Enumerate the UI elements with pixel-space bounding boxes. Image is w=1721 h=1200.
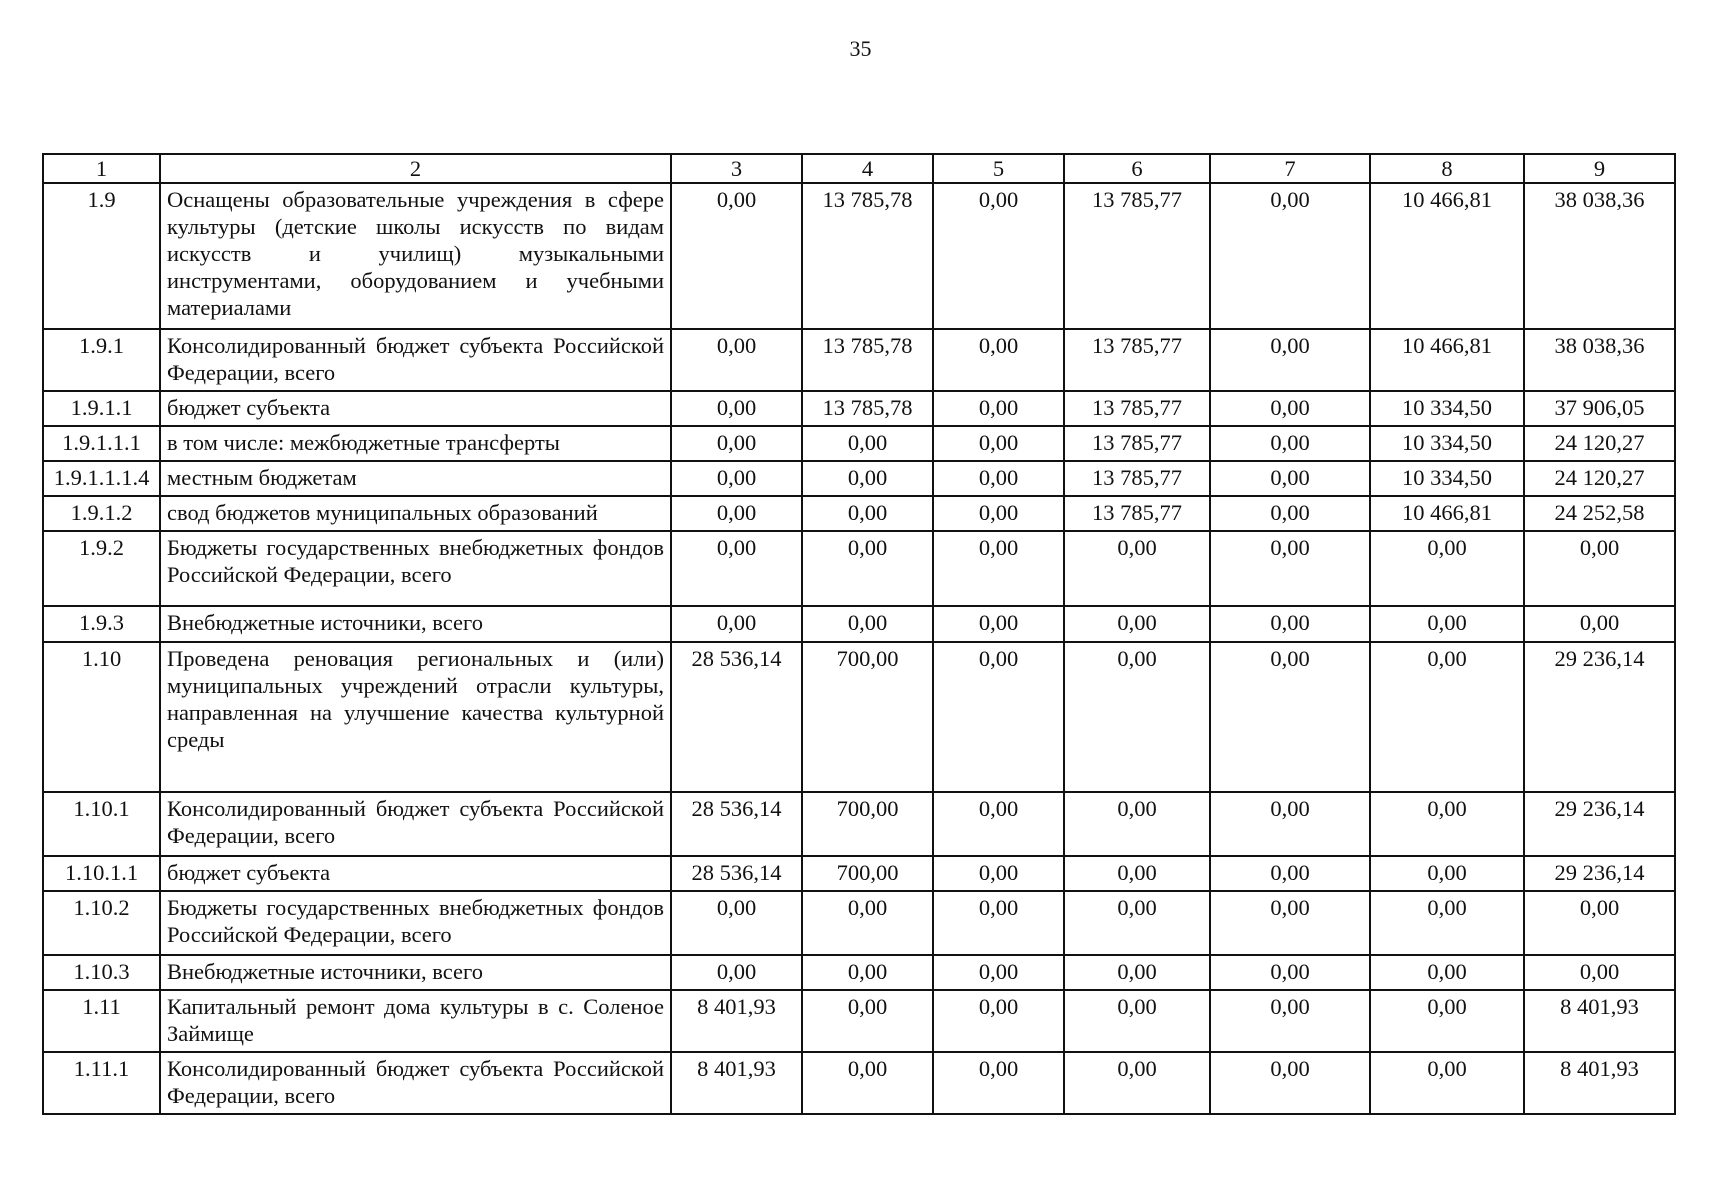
value-cell: 0,00 xyxy=(1524,955,1675,990)
value-cell: 0,00 xyxy=(802,606,933,642)
column-header: 7 xyxy=(1210,154,1370,183)
row-code: 1.9.1.2 xyxy=(43,496,160,531)
value-cell: 0,00 xyxy=(1210,792,1370,856)
value-cell: 13 785,77 xyxy=(1064,183,1210,329)
value-cell: 0,00 xyxy=(1210,1052,1370,1114)
value-cell: 38 038,36 xyxy=(1524,183,1675,329)
table-row xyxy=(43,461,1675,496)
value-cell: 0,00 xyxy=(1210,531,1370,606)
value-cell: 13 785,77 xyxy=(1064,391,1210,426)
row-name: Внебюджетные источники, всего xyxy=(160,606,671,642)
column-header: 9 xyxy=(1524,154,1675,183)
value-cell: 0,00 xyxy=(802,955,933,990)
value-cell: 0,00 xyxy=(1210,990,1370,1052)
value-cell: 28 536,14 xyxy=(671,856,802,891)
row-name: Капитальный ремонт дома культуры в с. Соленое Займище xyxy=(160,990,671,1052)
value-cell: 37 906,05 xyxy=(1524,391,1675,426)
value-cell: 0,00 xyxy=(1210,391,1370,426)
value-cell: 8 401,93 xyxy=(1524,1052,1675,1114)
value-cell: 0,00 xyxy=(1064,792,1210,856)
value-cell: 29 236,14 xyxy=(1524,642,1675,792)
value-cell: 24 120,27 xyxy=(1524,426,1675,461)
value-cell: 0,00 xyxy=(1370,606,1524,642)
value-cell: 0,00 xyxy=(1210,183,1370,329)
value-cell: 0,00 xyxy=(1064,955,1210,990)
table-row xyxy=(43,642,1675,792)
value-cell: 0,00 xyxy=(1210,955,1370,990)
table-row xyxy=(43,891,1675,955)
value-cell: 0,00 xyxy=(933,606,1064,642)
row-name: Консолидированный бюджет субъекта Российской Федерации, всего xyxy=(160,792,671,856)
value-cell: 10 466,81 xyxy=(1370,329,1524,391)
row-name: Проведена реновация региональных и (или) муниципальных учреждений отрасли культуры, направленная на улучшение качества культурной среды xyxy=(160,642,671,792)
value-cell: 0,00 xyxy=(933,461,1064,496)
table-row xyxy=(43,1052,1675,1114)
row-code: 1.9.2 xyxy=(43,531,160,606)
row-code: 1.10.2 xyxy=(43,891,160,955)
row-name: Консолидированный бюджет субъекта Российской Федерации, всего xyxy=(160,329,671,391)
value-cell: 10 334,50 xyxy=(1370,391,1524,426)
value-cell: 0,00 xyxy=(1524,606,1675,642)
value-cell: 0,00 xyxy=(1210,461,1370,496)
value-cell: 0,00 xyxy=(671,531,802,606)
row-code: 1.9 xyxy=(43,183,160,329)
column-header: 4 xyxy=(802,154,933,183)
table-row xyxy=(43,329,1675,391)
value-cell: 13 785,78 xyxy=(802,329,933,391)
value-cell: 13 785,77 xyxy=(1064,329,1210,391)
value-cell: 0,00 xyxy=(1064,642,1210,792)
value-cell: 0,00 xyxy=(802,891,933,955)
column-header: 8 xyxy=(1370,154,1524,183)
value-cell: 0,00 xyxy=(802,461,933,496)
value-cell: 0,00 xyxy=(933,856,1064,891)
value-cell: 0,00 xyxy=(1370,891,1524,955)
value-cell: 0,00 xyxy=(671,329,802,391)
value-cell: 13 785,78 xyxy=(802,183,933,329)
table-row xyxy=(43,606,1675,642)
row-name: бюджет субъекта xyxy=(160,856,671,891)
value-cell: 0,00 xyxy=(1064,856,1210,891)
value-cell: 0,00 xyxy=(1370,990,1524,1052)
value-cell: 0,00 xyxy=(802,1052,933,1114)
column-header: 2 xyxy=(160,154,671,183)
value-cell: 0,00 xyxy=(1370,955,1524,990)
row-name: Бюджеты государственных внебюджетных фондов Российской Федерации, всего xyxy=(160,891,671,955)
row-code: 1.9.1.1.1 xyxy=(43,426,160,461)
column-number-row xyxy=(43,154,1675,183)
table-row xyxy=(43,955,1675,990)
value-cell: 8 401,93 xyxy=(1524,990,1675,1052)
value-cell: 0,00 xyxy=(933,1052,1064,1114)
value-cell: 0,00 xyxy=(933,329,1064,391)
column-header: 1 xyxy=(43,154,160,183)
row-name: местным бюджетам xyxy=(160,461,671,496)
value-cell: 0,00 xyxy=(1064,1052,1210,1114)
value-cell: 0,00 xyxy=(671,606,802,642)
value-cell: 13 785,77 xyxy=(1064,426,1210,461)
value-cell: 0,00 xyxy=(1210,426,1370,461)
value-cell: 0,00 xyxy=(933,955,1064,990)
table-row xyxy=(43,391,1675,426)
column-header: 3 xyxy=(671,154,802,183)
table-row xyxy=(43,856,1675,891)
value-cell: 13 785,77 xyxy=(1064,461,1210,496)
value-cell: 0,00 xyxy=(1210,329,1370,391)
value-cell: 24 120,27 xyxy=(1524,461,1675,496)
value-cell: 0,00 xyxy=(1210,606,1370,642)
value-cell: 13 785,77 xyxy=(1064,496,1210,531)
column-header: 5 xyxy=(933,154,1064,183)
value-cell: 0,00 xyxy=(1064,606,1210,642)
value-cell: 0,00 xyxy=(802,990,933,1052)
value-cell: 29 236,14 xyxy=(1524,792,1675,856)
value-cell: 28 536,14 xyxy=(671,642,802,792)
value-cell: 0,00 xyxy=(1064,891,1210,955)
value-cell: 0,00 xyxy=(1210,496,1370,531)
row-code: 1.9.1.1.1.4 xyxy=(43,461,160,496)
table-row xyxy=(43,496,1675,531)
row-code: 1.9.1 xyxy=(43,329,160,391)
row-code: 1.10.1.1 xyxy=(43,856,160,891)
value-cell: 0,00 xyxy=(1210,856,1370,891)
value-cell: 0,00 xyxy=(671,426,802,461)
page-number: 35 xyxy=(849,36,872,61)
row-name: в том числе: межбюджетные трансферты xyxy=(160,426,671,461)
value-cell: 0,00 xyxy=(1370,792,1524,856)
row-name: Бюджеты государственных внебюджетных фондов Российской Федерации, всего xyxy=(160,531,671,606)
value-cell: 0,00 xyxy=(933,642,1064,792)
value-cell: 0,00 xyxy=(933,891,1064,955)
table-row xyxy=(43,990,1675,1052)
value-cell: 0,00 xyxy=(933,426,1064,461)
value-cell: 0,00 xyxy=(1210,891,1370,955)
value-cell: 700,00 xyxy=(802,642,933,792)
value-cell: 0,00 xyxy=(671,496,802,531)
value-cell: 0,00 xyxy=(671,391,802,426)
value-cell: 38 038,36 xyxy=(1524,329,1675,391)
row-name: Внебюджетные источники, всего xyxy=(160,955,671,990)
value-cell: 10 466,81 xyxy=(1370,183,1524,329)
value-cell: 10 466,81 xyxy=(1370,496,1524,531)
value-cell: 0,00 xyxy=(671,955,802,990)
value-cell: 0,00 xyxy=(933,990,1064,1052)
value-cell: 0,00 xyxy=(802,531,933,606)
value-cell: 0,00 xyxy=(671,183,802,329)
value-cell: 10 334,50 xyxy=(1370,461,1524,496)
value-cell: 0,00 xyxy=(933,183,1064,329)
value-cell: 0,00 xyxy=(1370,1052,1524,1114)
value-cell: 0,00 xyxy=(933,496,1064,531)
column-header: 6 xyxy=(1064,154,1210,183)
row-code: 1.10.3 xyxy=(43,955,160,990)
value-cell: 8 401,93 xyxy=(671,990,802,1052)
value-cell: 0,00 xyxy=(1370,856,1524,891)
value-cell: 10 334,50 xyxy=(1370,426,1524,461)
row-code: 1.11 xyxy=(43,990,160,1052)
value-cell: 0,00 xyxy=(933,531,1064,606)
row-name: свод бюджетов муниципальных образований xyxy=(160,496,671,531)
value-cell: 0,00 xyxy=(671,461,802,496)
table-row xyxy=(43,531,1675,606)
value-cell: 0,00 xyxy=(1064,990,1210,1052)
row-code: 1.11.1 xyxy=(43,1052,160,1114)
table-row xyxy=(43,792,1675,856)
value-cell: 0,00 xyxy=(671,891,802,955)
value-cell: 0,00 xyxy=(1064,531,1210,606)
value-cell: 28 536,14 xyxy=(671,792,802,856)
row-code: 1.9.3 xyxy=(43,606,160,642)
value-cell: 0,00 xyxy=(1524,891,1675,955)
value-cell: 0,00 xyxy=(1524,531,1675,606)
value-cell: 0,00 xyxy=(802,426,933,461)
budget-table xyxy=(42,153,1676,1115)
value-cell: 8 401,93 xyxy=(671,1052,802,1114)
row-code: 1.10.1 xyxy=(43,792,160,856)
value-cell: 24 252,58 xyxy=(1524,496,1675,531)
value-cell: 0,00 xyxy=(1370,642,1524,792)
row-code: 1.10 xyxy=(43,642,160,792)
value-cell: 0,00 xyxy=(933,792,1064,856)
value-cell: 13 785,78 xyxy=(802,391,933,426)
table-row xyxy=(43,426,1675,461)
value-cell: 700,00 xyxy=(802,792,933,856)
row-name: Оснащены образовательные учреждения в сфере культуры (детские школы искусств по видам искусств и училищ) музыкальными инструментами, оборудованием и учебными материалами xyxy=(160,183,671,329)
row-name: Консолидированный бюджет субъекта Российской Федерации, всего xyxy=(160,1052,671,1114)
row-name: бюджет субъекта xyxy=(160,391,671,426)
value-cell: 0,00 xyxy=(1210,642,1370,792)
value-cell: 29 236,14 xyxy=(1524,856,1675,891)
value-cell: 0,00 xyxy=(933,391,1064,426)
value-cell: 700,00 xyxy=(802,856,933,891)
table-row xyxy=(43,183,1675,329)
value-cell: 0,00 xyxy=(1370,531,1524,606)
value-cell: 0,00 xyxy=(802,496,933,531)
row-code: 1.9.1.1 xyxy=(43,391,160,426)
